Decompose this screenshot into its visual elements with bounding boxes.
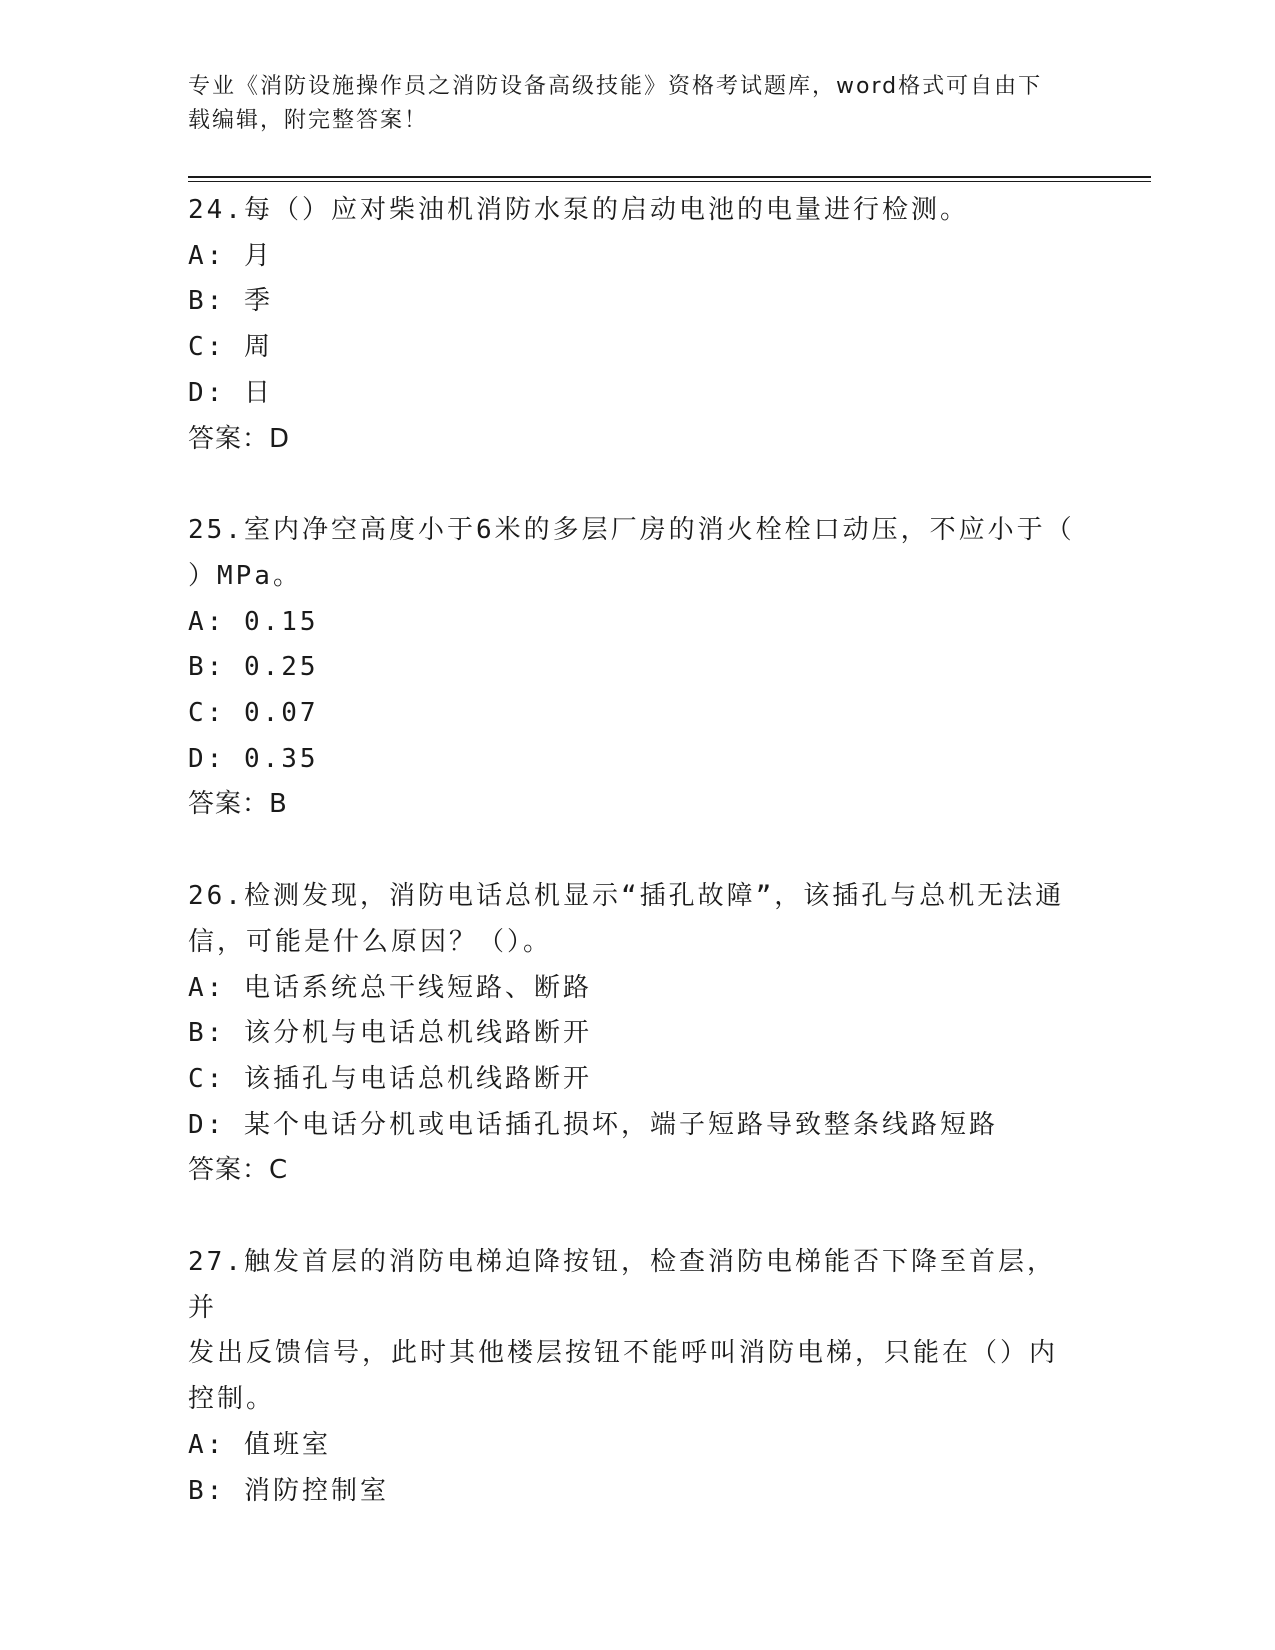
- option-a: A: 0.15: [188, 606, 319, 637]
- option-c: C: 该插孔与电话总机线路断开: [188, 1063, 592, 1094]
- option-b: B: 消防控制室: [188, 1475, 389, 1506]
- option-b: B: 该分机与电话总机线路断开: [188, 1018, 592, 1049]
- answer: 答案：B: [188, 789, 288, 820]
- option-a: A: 月: [188, 240, 273, 271]
- question-stem: 26.检测发现，消防电话总机显示“插孔故障”，该插孔与总机无法通: [188, 881, 1065, 912]
- option-c: C: 周: [188, 332, 273, 363]
- document-header: [188, 70, 1068, 138]
- question-26: [188, 874, 1078, 1194]
- header-line-2: 载编辑，附完整答案！: [188, 108, 429, 133]
- option-d: D: 某个电话分机或电话插孔损坏，端子短路导致整条线路短路: [188, 1109, 998, 1140]
- question-stem: 24.每（）应对柴油机消防水泵的启动电池的电量进行检测。: [188, 195, 969, 225]
- header-divider-thin: [188, 181, 1151, 182]
- question-27: [188, 1240, 1078, 1514]
- question-stem-cont: 控制。: [188, 1384, 276, 1415]
- question-list: [188, 188, 1078, 1560]
- question-stem: 25.室内净空高度小于6米的多层厂房的消火栓栓口动压，不应小于（: [188, 515, 1075, 546]
- question-24: [188, 188, 1078, 462]
- header-line-1: 专业《消防设施操作员之消防设备高级技能》资格考试题库，word格式可自由下: [188, 74, 1043, 99]
- option-a: A: 电话系统总干线短路、断路: [188, 972, 592, 1003]
- header-divider-thick: [188, 176, 1151, 178]
- option-d: D: 日: [188, 377, 273, 408]
- question-stem-cont: 发出反馈信号，此时其他楼层按钮不能呼叫消防电梯，只能在（）内: [188, 1338, 1059, 1369]
- question-stem-cont: ）MPa。: [188, 560, 302, 591]
- question-stem: 27.触发首层的消防电梯迫降按钮，检查消防电梯能否下降至首层，并: [188, 1247, 1056, 1323]
- answer: 答案：C: [188, 1155, 289, 1186]
- answer: 答案：D: [188, 423, 291, 454]
- question-25: [188, 508, 1078, 828]
- question-stem-cont: 信，可能是什么原因？（）。: [188, 926, 553, 957]
- option-a: A: 值班室: [188, 1429, 331, 1460]
- option-b: B: 季: [188, 286, 273, 317]
- option-d: D: 0.35: [188, 743, 319, 774]
- option-b: B: 0.25: [188, 652, 319, 683]
- option-c: C: 0.07: [188, 698, 319, 729]
